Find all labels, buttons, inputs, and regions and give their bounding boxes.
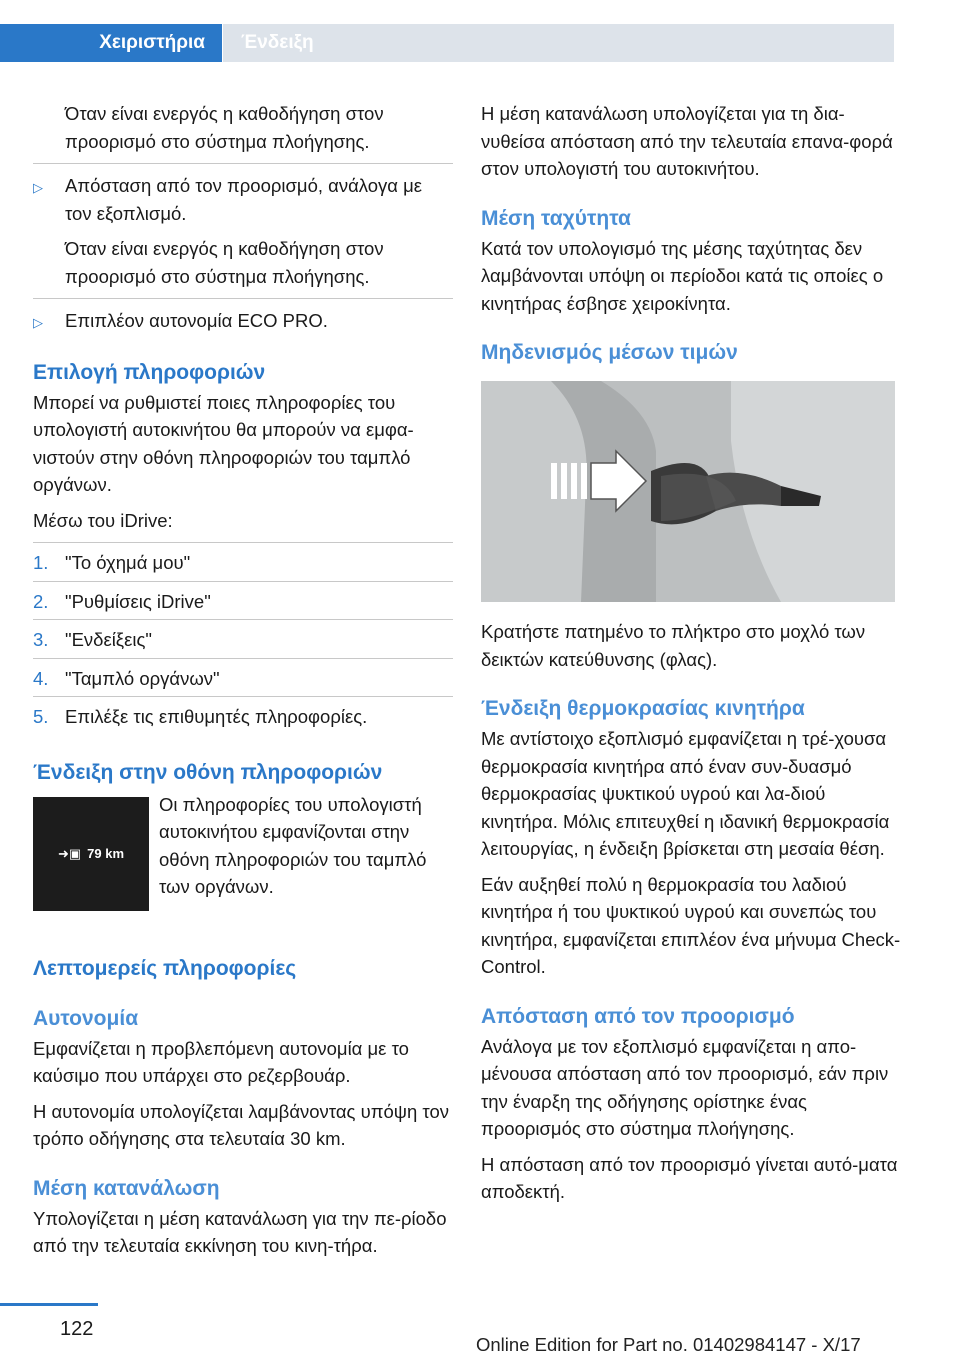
paragraph: Εμφανίζεται η προβλεπόμενη αυτονομία με το καύσιμο που υπάρχει στο ρεζερβουάρ. — [33, 1037, 409, 1086]
heading-reset-averages: Μηδενισμός μέσων τιμών — [481, 341, 738, 364]
heading-distance-destination: Απόσταση από τον προορισμό — [481, 1004, 795, 1028]
fuel-range-icon: ➜▣ — [57, 845, 82, 861]
list-item — [33, 619, 453, 658]
list-item — [33, 696, 453, 735]
range-value: 79 km — [87, 845, 125, 861]
step-text: Επιλέξε τις επιθυμητές πληροφορίες. — [65, 706, 368, 727]
step-number: 4. — [33, 667, 49, 689]
heading-detailed-info: Λεπτομερείς πληροφορίες — [33, 956, 297, 980]
heading-engine-temp: Ένδειξη θερμοκρασίας κινητήρα — [481, 697, 805, 720]
bullet-subtext: Όταν είναι ενεργός η καθοδήγηση στον προορισμό στο σύστημα πλοήγησης. — [65, 238, 384, 287]
paragraph: Η μέση κατανάλωση υπολογίζεται για τη δια‐νυθείσα απόσταση από την τελευταία επανα‐φορά στον υπολογιστή του αυτοκινήτου. — [481, 103, 893, 179]
heading-avg-speed: Μέση ταχύτητα — [481, 206, 631, 230]
bullet-item — [33, 163, 453, 290]
step-text: "Ρυθμίσεις iDrive" — [65, 590, 211, 612]
heading-select-info: Επιλογή πληροφοριών — [33, 360, 266, 384]
tab-display-label: Ένδειξη — [241, 32, 314, 53]
display-description: Οι πληροφορίες του υπολογιστή αυτοκινήτου εμφανίζονται στην οθόνη πληροφοριών του ταμπλό των οργάνων. — [159, 793, 427, 897]
bullet-item — [33, 298, 453, 335]
footer-accent-line — [0, 1303, 98, 1306]
step-number: 5. — [33, 706, 49, 727]
footer-edition-note: Online Edition for Part no. 01402984147 - X/17 — [476, 1334, 861, 1355]
triangle-bullet-icon: ▷ — [33, 315, 43, 330]
header-bar — [0, 0, 960, 62]
paragraph: Η αυτονομία υπολογίζεται λαμβάνοντας υπόψη τον τρόπο οδήγησης στα τελευταία 30 km. — [33, 1100, 449, 1149]
step-text: "Το όχημά μου" — [65, 552, 191, 573]
info-display-image — [33, 797, 149, 911]
bullet-text: Επιπλέον αυτονομία ECO PRO. — [65, 310, 328, 331]
turn-signal-lever-image — [481, 381, 895, 602]
display-block — [33, 791, 453, 931]
tab-controls-label: Χειριστήρια — [99, 32, 205, 53]
lever-illustration — [481, 381, 895, 602]
bullet-text: Απόσταση από τον προορισμό, ανάλογα με τον εξοπλισμό. — [65, 175, 423, 224]
tab-display[interactable] — [223, 24, 894, 62]
list-item — [33, 658, 453, 697]
tab-controls[interactable] — [0, 24, 222, 62]
page-number: 122 — [60, 1318, 94, 1340]
heading-range: Αυτονομία — [33, 1006, 139, 1030]
heading-avg-consumption: Μέση κατανάλωση — [33, 1176, 220, 1200]
paragraph: Κατά τον υπολογισμό της μέσης ταχύτητας δεν λαμβάνονται υπόψη οι περίοδοι κατά τις οποίες ο κινητήρας έσβησε χειροκίνητα. — [481, 237, 884, 314]
step-number: 2. — [33, 590, 49, 612]
paragraph: Με αντίστοιχο εξοπλισμό εμφανίζεται η τρέ‐χουσα θερμοκρασία κινητήρα από έναν συν‐δυασμό θερμοκρασίας ψυκτικού υγρού και λα‐διού κινητήρα. Μόλις επιτευχθεί η ιδανική θερμοκρασία λειτουργίας, η ένδειξη βρίσκεται στη μεσαία θέση. — [481, 728, 890, 859]
triangle-bullet-icon: ▷ — [33, 180, 43, 195]
paragraph: Ανάλογα με τον εξοπλισμό εμφανίζεται η απο‐μένουσα απόσταση από τον προορισμό, εάν πριν την έναρξη της οδήγησης ορίστηκε ένας προορισμός στο σύστημα πλοήγησης. — [481, 1035, 889, 1139]
right-column — [481, 100, 901, 1214]
paragraph: Όταν είναι ενεργός η καθοδήγηση στον προορισμό στο σύστημα πλοήγησης. — [65, 103, 384, 152]
step-number: 1. — [33, 552, 49, 573]
step-text: "Ενδείξεις" — [65, 629, 152, 650]
heading-info-display: Ένδειξη στην οθόνη πληροφοριών — [33, 760, 383, 784]
step-number: 3. — [33, 629, 49, 650]
paragraph: Εάν αυξηθεί πολύ η θερμοκρασία του λαδιού κινητήρα ή του ψυκτικού υγρού και συνεπώς του κινητήρα, εμφανίζεται επιπλέον ένα μήνυμα Check-Control. — [481, 873, 901, 977]
paragraph: Η απόσταση από τον προορισμό γίνεται αυτό‐ματα αποδεκτή. — [481, 1153, 898, 1202]
list-item — [33, 542, 453, 581]
paragraph: Μπορεί να ρυθμιστεί ποιες πληροφορίες του υπολογιστή αυτοκινήτου θα μπορούν να εμφα‐νιστούν στην οθόνη πληροφοριών του ταμπλό οργάνων. — [33, 391, 414, 495]
step-text: "Ταμπλό οργάνων" — [65, 667, 220, 689]
steps-list — [33, 542, 453, 735]
paragraph: Κρατήστε πατημένο το πλήκτρο στο μοχλό των δεικτών κατεύθυνσης (φλας). — [481, 621, 866, 670]
paragraph: Υπολογίζεται η μέση κατανάλωση για την πε‐ρίοδο από την τελευταία εκκίνηση του κινη‐τήρα. — [33, 1207, 447, 1256]
left-column — [33, 100, 453, 1268]
list-item — [33, 581, 453, 620]
paragraph: Μέσω του iDrive: — [33, 509, 173, 531]
